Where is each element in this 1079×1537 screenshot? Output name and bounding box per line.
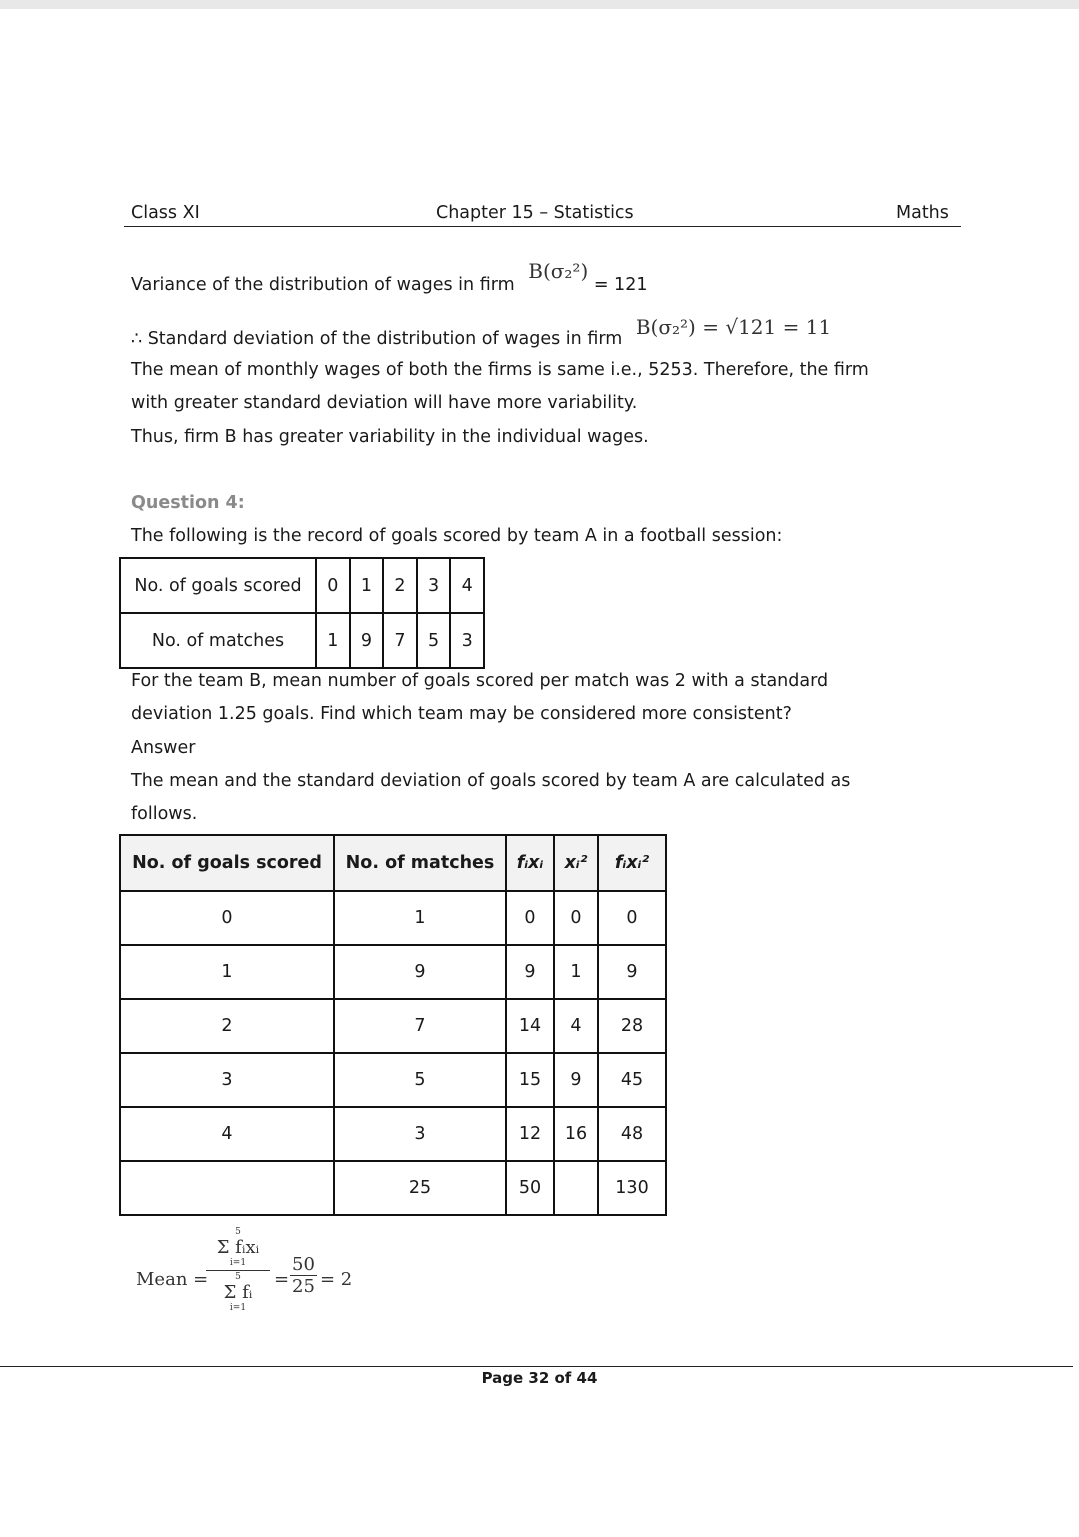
table-cell: 28 (598, 999, 666, 1053)
header-chapter: Chapter 15 – Statistics (436, 203, 634, 223)
question-label: Question 4: (131, 493, 245, 513)
conclusion-text: Thus, firm B has greater variability in the individual wages. (131, 427, 649, 447)
table-cell: 9 (506, 945, 554, 999)
table-cell: 25 (334, 1161, 506, 1215)
table-cell: 48 (598, 1107, 666, 1161)
mean-result: = 2 (320, 1269, 353, 1290)
table-header-row (120, 835, 666, 891)
table-cell: 1 (316, 613, 350, 668)
table-header-cell: fᵢxᵢ (506, 835, 554, 891)
team-b-paragraph-1: For the team B, mean number of goals scored per match was 2 with a standard (131, 671, 829, 691)
page-number: Page 32 of 44 (481, 1369, 598, 1387)
table-cell: 12 (506, 1107, 554, 1161)
footer-divider (0, 1366, 1073, 1367)
variance-text: Variance of the distribution of wages in firm (131, 275, 515, 295)
table-cell: 9 (554, 1053, 598, 1107)
sum-numerator: Σ fᵢxᵢ (216, 1237, 260, 1258)
table-total-row (120, 1161, 666, 1215)
table-cell: 7 (383, 613, 417, 668)
mean-paragraph-2: with greater standard deviation will have more variability. (131, 393, 638, 413)
table-cell: 16 (554, 1107, 598, 1161)
table-row (120, 613, 484, 668)
sum-upper-limit: 5 (235, 1272, 241, 1282)
table-cell: 3 (417, 558, 451, 613)
value-fraction (290, 1254, 317, 1297)
answer-label: Answer (131, 738, 196, 758)
mean-label: Mean = (136, 1269, 209, 1290)
calculation-table (119, 834, 667, 1216)
table-header-cell: No. of goals scored (120, 835, 334, 891)
table-cell: 14 (506, 999, 554, 1053)
goals-record-table (119, 557, 485, 669)
answer-paragraph-2: follows. (131, 804, 198, 824)
variance-value: = 121 (593, 275, 648, 295)
table-row (120, 891, 666, 945)
table-cell: 2 (120, 999, 334, 1053)
variance-line (131, 259, 648, 295)
table-cell: 3 (450, 613, 484, 668)
table-cell: 15 (506, 1053, 554, 1107)
table-cell: 7 (334, 999, 506, 1053)
fraction-denominator: 25 (292, 1276, 315, 1297)
table-header-cell: No. of matches (334, 835, 506, 891)
table-cell: 0 (316, 558, 350, 613)
table-cell: 2 (383, 558, 417, 613)
fraction-numerator: 50 (292, 1254, 315, 1275)
sum-denominator: Σ fᵢ (223, 1282, 253, 1303)
table-cell: 1 (350, 558, 384, 613)
table-cell: 9 (334, 945, 506, 999)
equals-sign: = (274, 1269, 290, 1290)
table-cell: 45 (598, 1053, 666, 1107)
table-label-cell: No. of goals scored (120, 558, 316, 613)
sum-lower-limit: i=1 (229, 1303, 247, 1313)
table-cell (554, 1161, 598, 1215)
sd-expression: B(σ₂²) = √121 = 11 (635, 315, 832, 339)
mean-paragraph-1: The mean of monthly wages of both the firms is same i.e., 5253. Therefore, the firm (131, 360, 869, 380)
table-row (120, 999, 666, 1053)
table-cell: 50 (506, 1161, 554, 1215)
table-cell: 4 (120, 1107, 334, 1161)
team-b-paragraph-2: deviation 1.25 goals. Find which team may be considered more consistent? (131, 704, 792, 724)
table-header-cell: xᵢ² (554, 835, 598, 891)
table-row (120, 1107, 666, 1161)
table-cell: 4 (554, 999, 598, 1053)
table-row (120, 945, 666, 999)
sd-text: ∴ Standard deviation of the distribution of wages in firm (131, 329, 623, 349)
sd-line (131, 315, 832, 349)
table-cell: 1 (120, 945, 334, 999)
table-cell: 5 (417, 613, 451, 668)
header-subject: Maths (896, 203, 949, 223)
table-cell: 0 (554, 891, 598, 945)
table-cell: 130 (598, 1161, 666, 1215)
table-cell: 0 (120, 891, 334, 945)
table-header-cell: fᵢxᵢ² (598, 835, 666, 891)
table-cell: 0 (598, 891, 666, 945)
table-label-cell: No. of matches (120, 613, 316, 668)
table-cell: 4 (450, 558, 484, 613)
answer-paragraph-1: The mean and the standard deviation of goals scored by team A are calculated as (131, 771, 851, 791)
top-bar (0, 0, 1079, 9)
sum-lower-limit: i=1 (229, 1258, 247, 1268)
header-class: Class XI (131, 203, 200, 223)
table-cell: 1 (554, 945, 598, 999)
sum-upper-limit: 5 (235, 1227, 241, 1237)
table-cell: 3 (120, 1053, 334, 1107)
fraction-bar (206, 1270, 270, 1271)
table-cell (120, 1161, 334, 1215)
table-cell: 9 (350, 613, 384, 668)
table-row (120, 558, 484, 613)
table-cell: 9 (598, 945, 666, 999)
question-intro: The following is the record of goals scored by team A in a football session: (131, 526, 783, 546)
table-cell: 1 (334, 891, 506, 945)
header-divider (124, 226, 961, 227)
table-cell: 0 (506, 891, 554, 945)
table-row (120, 1053, 666, 1107)
table-cell: 3 (334, 1107, 506, 1161)
table-cell: 5 (334, 1053, 506, 1107)
variance-expression: B(σ₂²) (528, 259, 589, 283)
summation-fraction (206, 1228, 270, 1313)
